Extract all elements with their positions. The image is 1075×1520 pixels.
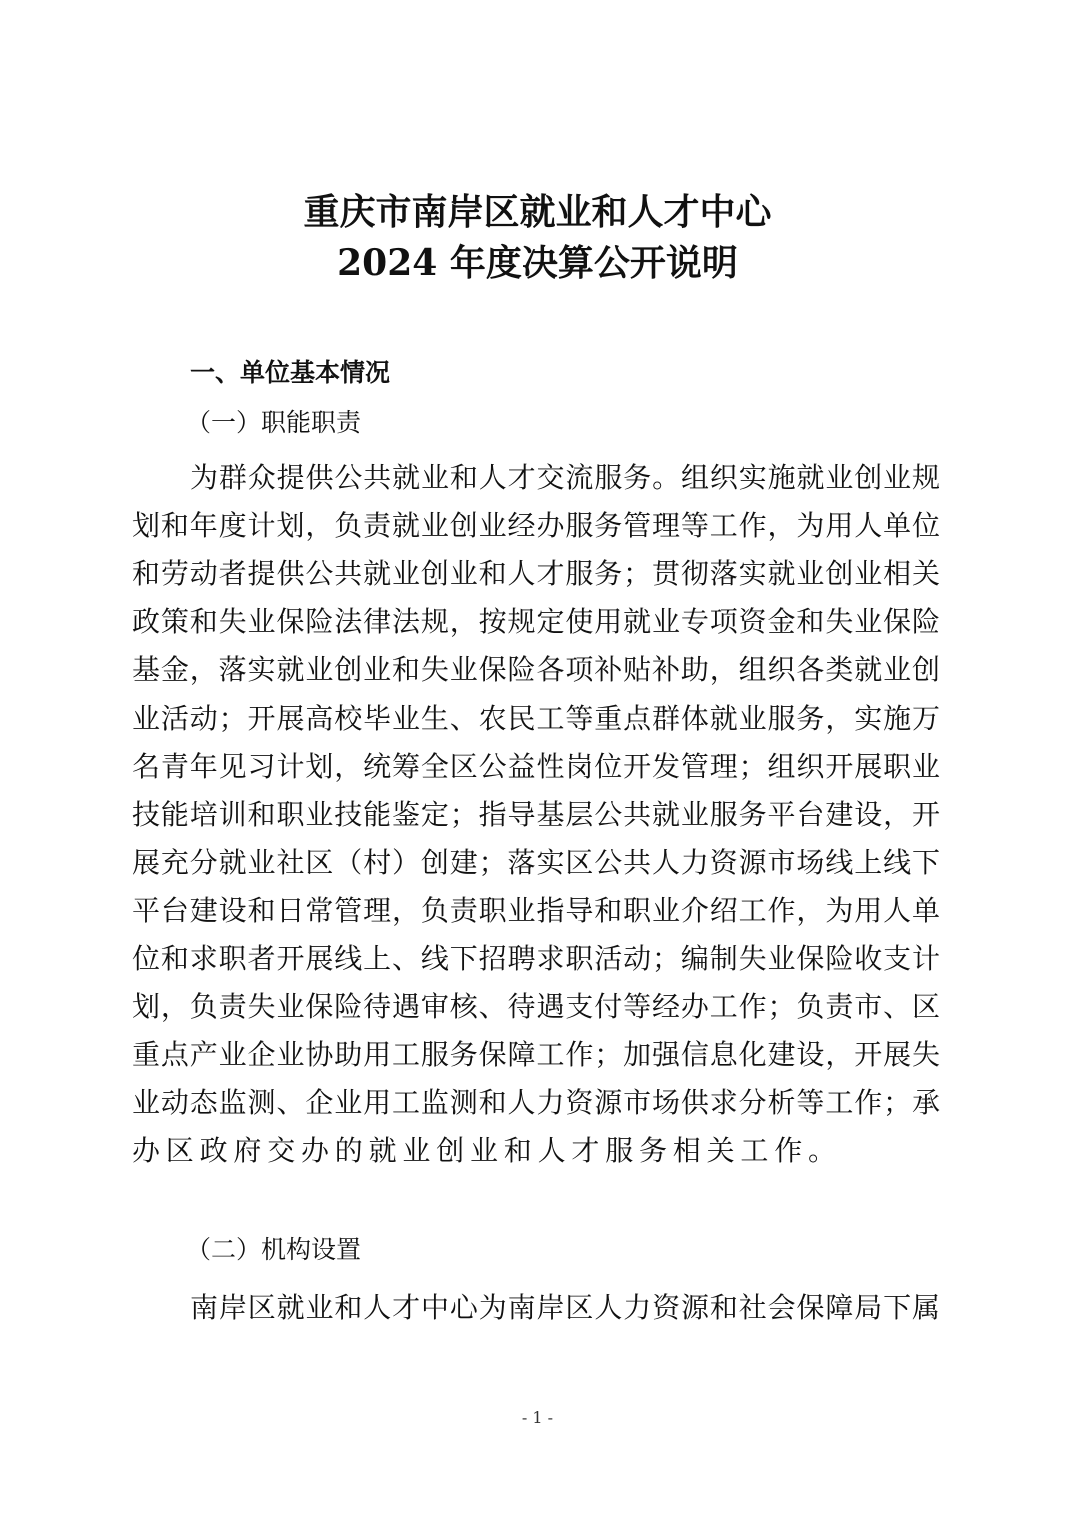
subsection-heading-duties: （一）职能职责 [186,408,362,437]
page-number: - 1 - [521,1408,554,1427]
paragraph-line: 办区政府交办的就业创业和人才服务相关工作。 [132,1134,842,1168]
paragraph-line: 位和求职者开展线上、线下招聘求职活动；编制失业保险收支计 [132,942,940,975]
section-heading: 一、单位基本情况 [190,358,391,387]
paragraph-line: 展充分就业社区（村）创建；落实区公共人力资源市场线上线下 [132,845,940,879]
paragraph-line: 南岸区就业和人才中心为南岸区人力资源和社会保障局下属 [190,1291,940,1324]
document-title-line-1: 重庆市南岸区就业和人才中心 [303,191,772,233]
paragraph-line: 业活动；开展高校毕业生、农民工等重点群体就业服务，实施万 [132,701,940,735]
paragraph-line: 基金，落实就业创业和失业保险各项补贴补助，组织各类就业创 [132,653,940,687]
paragraph-line: 政策和失业保险法律法规，按规定使用就业专项资金和失业保险 [132,605,940,639]
paragraph-line: 重点产业企业协助用工服务保障工作；加强信息化建设，开展失 [132,1038,940,1072]
paragraph-line: 平台建设和日常管理，负责职业指导和职业介绍工作，为用人单 [132,893,940,927]
paragraph-line: 和劳动者提供公共就业创业和人才服务；贯彻落实就业创业相关 [132,557,940,591]
paragraph-line: 划，负责失业保险待遇审核、待遇支付等经办工作；负责市、区 [132,990,940,1024]
paragraph-line: 划和年度计划，负责就业创业经办服务管理等工作，为用人单位 [132,509,940,543]
paragraph-line: 为群众提供公共就业和人才交流服务。组织实施就业创业规 [190,461,940,494]
paragraph-line: 业动态监测、企业用工监测和人力资源市场供求分析等工作；承 [132,1086,940,1120]
document-title-line-2: 2024 年度决算公开说明 [337,242,738,284]
subsection-heading-organization: （二）机构设置 [186,1235,362,1264]
paragraph-line: 名青年见习计划，统筹全区公益性岗位开发管理；组织开展职业 [132,749,940,783]
paragraph-line: 技能培训和职业技能鉴定；指导基层公共就业服务平台建设，开 [132,797,940,831]
